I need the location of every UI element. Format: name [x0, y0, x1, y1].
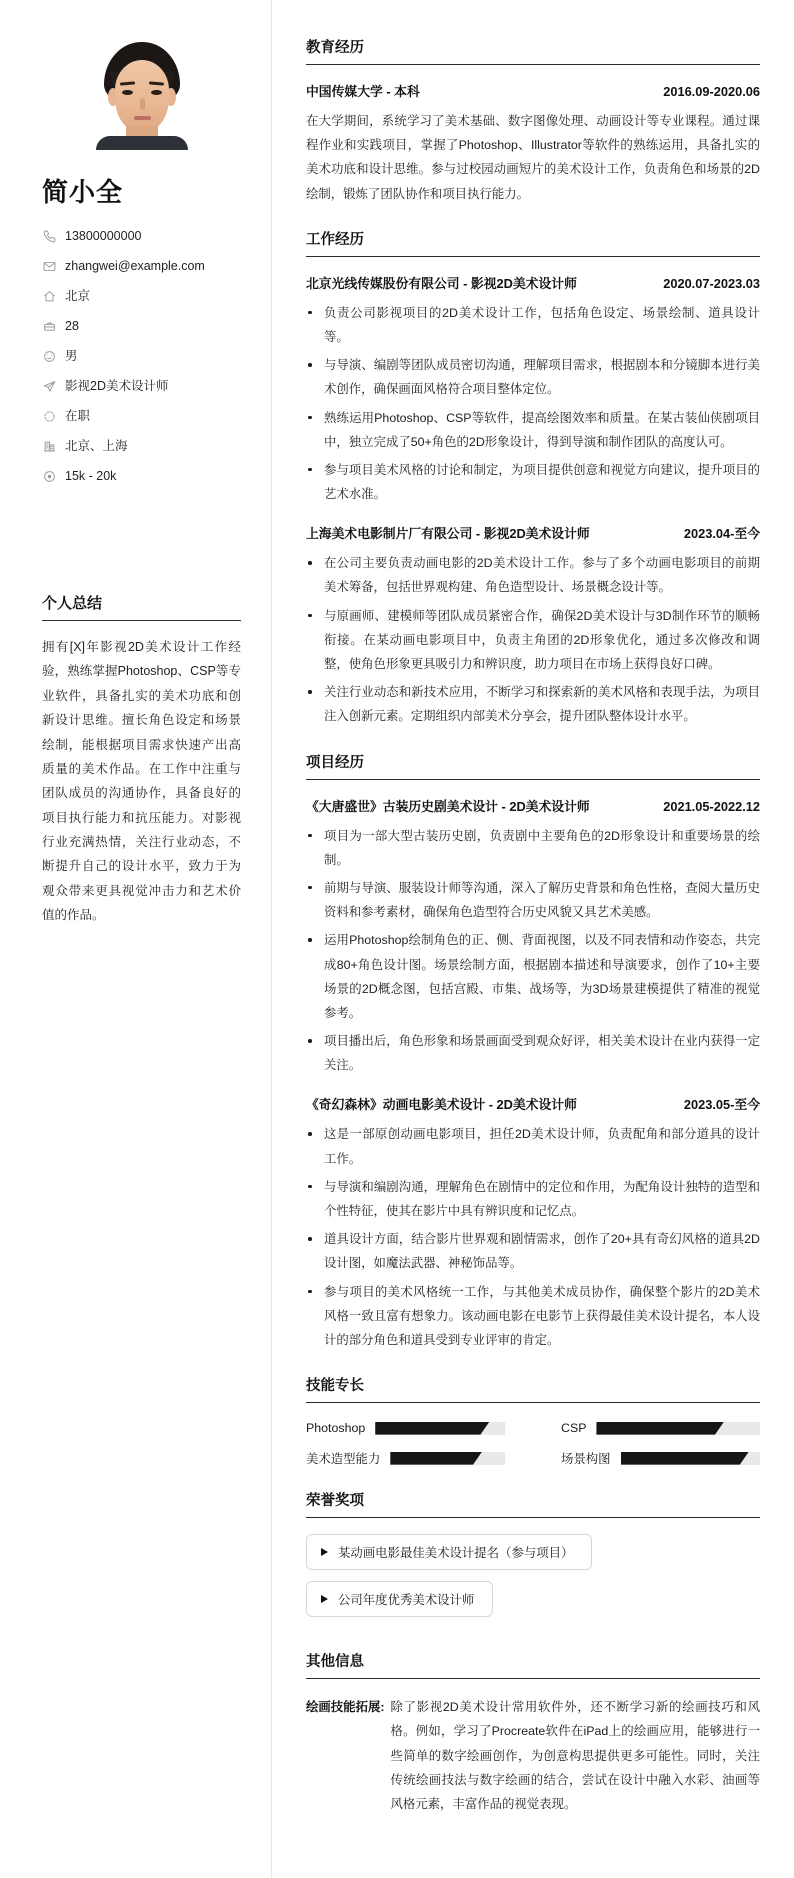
- skill-track: [375, 1422, 505, 1435]
- entry-title: 上海美术电影制片厂有限公司 - 影视2D美术设计师: [306, 526, 590, 542]
- skill-grid: [306, 1419, 760, 1467]
- section-title-education: 教育经历: [306, 36, 760, 65]
- contact-item-position: [42, 379, 241, 394]
- project-entry: [306, 1094, 760, 1352]
- education-section: [306, 36, 760, 206]
- section-title-work: 工作经历: [306, 228, 760, 257]
- skill-track: [390, 1452, 505, 1465]
- avatar: [90, 38, 194, 150]
- honor-row: [306, 1581, 760, 1628]
- section-title-honors: 荣誉奖项: [306, 1489, 760, 1518]
- skill-row-art-modeling: [306, 1449, 505, 1467]
- avatar-face: [115, 60, 169, 132]
- sidebar: [0, 0, 272, 1878]
- phone-icon: [42, 230, 56, 244]
- contact-item-age: [42, 319, 241, 334]
- bullet-item: 与导演和编剧沟通，理解角色在剧情中的定位和作用，为配角设计独特的造型和个性特征，使其在影片中具有辨识度和记忆点。: [306, 1175, 760, 1223]
- section-title-other: 其他信息: [306, 1650, 760, 1679]
- work-section: [306, 228, 760, 729]
- contact-item-salary: [42, 469, 241, 484]
- skill-label: 美术造型能力: [306, 1452, 381, 1467]
- skill-fill: [596, 1422, 724, 1435]
- skill-label: CSP: [561, 1421, 587, 1436]
- other-info-label: 绘画技能拓展:: [306, 1700, 385, 1715]
- contact-item-phone: [42, 229, 241, 244]
- project-entry: [306, 796, 760, 1078]
- summary-title: 个人总结: [42, 592, 241, 621]
- bullet-item: 前期与导演、服装设计师等沟通，深入了解历史背景和角色性格，查阅大量历史资料和参考素材，确保角色造型符合历史风貌又具艺术美感。: [306, 876, 760, 924]
- skill-fill: [390, 1452, 482, 1465]
- honor-item[interactable]: [306, 1534, 592, 1570]
- honor-label: 某动画电影最佳美术设计提名（参与项目）: [338, 1546, 574, 1561]
- contact-item-email: [42, 259, 241, 274]
- work-entry: [306, 273, 760, 507]
- contact-list: [42, 229, 241, 484]
- entry-title: 《大唐盛世》古装历史剧美术设计 - 2D美术设计师: [306, 798, 590, 814]
- entry-date: 2016.09-2020.06: [663, 84, 760, 99]
- skill-track: [621, 1452, 760, 1465]
- entry-date: 2020.07-2023.03: [663, 275, 760, 291]
- entry-header: [306, 273, 760, 292]
- summary-text: 拥有[X]年影视2D美术设计工作经验，熟练掌握Photoshop、CSP等专业软件，具备扎实的美术功底和创新设计思维。擅长角色设定和场景绘制，能根据项目需求快速产出高质量的美术作品。在工作中注重与团队成员的沟通协作，具备良好的项目执行能力和抗压能力。对影视行业充满热情，关注行业动态，不断提升自己的设计水平，致力于为观众带来更具视觉冲击力和艺术价值的作品。: [42, 640, 241, 923]
- target-icon: [42, 470, 56, 484]
- entry-title: 北京光线传媒股份有限公司 - 影视2D美术设计师: [306, 275, 577, 291]
- entry-title: 中国传媒大学 - 本科: [306, 84, 420, 99]
- avatar-eye-right: [151, 90, 162, 95]
- contact-item-location: [42, 289, 241, 304]
- bullet-list: [306, 824, 760, 1078]
- entry-date: 2021.05-2022.12: [663, 798, 760, 814]
- bullet-item: 参与项目美术风格的讨论和制定，为项目提供创意和视觉方向建议，提升项目的艺术水准。: [306, 458, 760, 506]
- contact-value: 北京: [65, 289, 91, 303]
- bullet-item: 运用Photoshop绘制角色的正、侧、背面视图，以及不同表情和动作姿态，共完成80+角色设计图。场景绘制方面，根据剧本描述和导演要求，创作了10+主要场景的2D概念图，包括宫殿、市集、战场等，为3D场景建模提供了精准的视觉参考。: [306, 928, 760, 1025]
- bullet-item: 在公司主要负责动画电影的2D美术设计工作。参与了多个动画电影项目的前期美术筹备，包括世界观构建、角色造型设计、场景概念设计等。: [306, 551, 760, 599]
- envelope-icon: [42, 260, 56, 274]
- other-info-text: 除了影视2D美术设计常用软件外，还不断学习新的绘画技巧和风格。例如，学习了Procreate软件在iPad上的绘画应用，能够进行一些简单的数字绘画创作，为创意构思提供更多可能性。同时，关注传统绘画技法与数字绘画的结合，尝试在设计中融入水彩、油画等风格元素，丰富作品的视觉表现。: [390, 1700, 760, 1811]
- entry-date: 2023.04-至今: [683, 526, 760, 542]
- other-info-section: [306, 1650, 760, 1816]
- bullet-item: 项目播出后，角色形象和场景画面受到观众好评，相关美术设计在业内获得一定关注。: [306, 1029, 760, 1077]
- skill-label: Photoshop: [306, 1421, 366, 1436]
- paper-plane-icon: [42, 380, 56, 394]
- honor-label: 公司年度优秀美术设计师: [338, 1593, 475, 1608]
- bullet-item: 与原画师、建模师等团队成员紧密合作，确保2D美术设计与3D制作环节的顺畅衔接。在某动画电影项目中，负责主角团的2D形象优化，通过多次修改和调整，使角色形象更具吸引力和辨识度，助力项目在市场上获得良好口碑。: [306, 604, 760, 677]
- contact-item-city-preference: [42, 439, 241, 454]
- triangle-right-icon: [321, 1548, 328, 1556]
- skill-fill: [621, 1452, 749, 1465]
- status-icon: [42, 410, 56, 424]
- triangle-right-icon: [321, 1595, 328, 1603]
- work-entry: [306, 523, 760, 728]
- contact-value: 影视2D美术设计师: [65, 379, 169, 393]
- honor-item[interactable]: [306, 1581, 493, 1617]
- briefcase-icon: [42, 320, 56, 334]
- bullet-item: 这是一部原创动画电影项目，担任2D美术设计师，负责配角和部分道具的设计工作。: [306, 1122, 760, 1170]
- bullet-list: [306, 301, 760, 507]
- bullet-item: 项目为一部大型古装历史剧，负责剧中主要角色的2D形象设计和重要场景的绘制。: [306, 824, 760, 872]
- main-content: [272, 0, 794, 1878]
- bullet-item: 道具设计方面，结合影片世界观和剧情需求，创作了20+具有奇幻风格的道具2D设计图，如魔法武器、神秘饰品等。: [306, 1227, 760, 1275]
- entry-header: [306, 1094, 760, 1113]
- skill-row-csp: [561, 1421, 760, 1435]
- section-title-skills: 技能专长: [306, 1374, 760, 1403]
- avatar-nose: [140, 98, 145, 110]
- skills-section: [306, 1374, 760, 1467]
- skill-label: 场景构图: [561, 1452, 611, 1467]
- avatar-shoulders: [96, 136, 188, 150]
- avatar-wrapper: [42, 38, 241, 150]
- contact-value: zhangwei@example.com: [65, 259, 205, 273]
- bullet-item: 熟练运用Photoshop、CSP等软件，提高绘图效率和质量。在某古装仙侠剧项目中，独立完成了50+角色的2D形象设计，得到导演和制作团队的高度认可。: [306, 406, 760, 454]
- contact-item-gender: [42, 349, 241, 364]
- projects-section: [306, 751, 760, 1353]
- avatar-mouth: [134, 116, 151, 120]
- contact-value: 15k - 20k: [65, 469, 117, 483]
- home-icon: [42, 290, 56, 304]
- entry-title: 《奇幻森林》动画电影美术设计 - 2D美术设计师: [306, 1097, 577, 1113]
- bullet-item: 关注行业动态和新技术应用，不断学习和探索新的美术风格和表现手法，为项目注入创新元素。定期组织内部美术分享会，提升团队整体设计水平。: [306, 680, 760, 728]
- contact-value: 28: [65, 319, 79, 333]
- contact-value: 在职: [65, 409, 91, 423]
- bullet-item: 与导演、编剧等团队成员密切沟通，理解项目需求，根据剧本和分镜脚本进行美术创作，确保画面风格符合项目整体定位。: [306, 353, 760, 401]
- bullet-item: 负责公司影视项目的2D美术设计工作，包括角色设定、场景绘制、道具设计等。: [306, 301, 760, 349]
- avatar-eye-left: [122, 90, 133, 95]
- bullet-list: [306, 551, 760, 728]
- gender-icon: [42, 350, 56, 364]
- bullet-item: 参与项目的美术风格统一工作，与其他美术成员协作，确保整个影片的2D美术风格一致且富有想象力。该动画电影在电影节上获得最佳美术设计提名，本人设计的部分角色和道具受到专业评审的肯定。: [306, 1280, 760, 1353]
- contact-value: 13800000000: [65, 229, 142, 243]
- skill-row-photoshop: [306, 1421, 505, 1435]
- entry-header: [306, 523, 760, 542]
- contact-value: 男: [65, 349, 78, 363]
- summary-section: [42, 592, 241, 928]
- honor-row: [306, 1534, 760, 1581]
- entry-header: [306, 81, 760, 100]
- section-title-projects: 项目经历: [306, 751, 760, 780]
- contact-item-status: [42, 409, 241, 424]
- skill-track: [596, 1422, 760, 1435]
- contact-value: 北京、上海: [65, 439, 128, 453]
- entry-paragraph: 在大学期间，系统学习了美术基础、数字图像处理、动画设计等专业课程。通过课程作业和实践项目，掌握了Photoshop、Illustrator等软件的熟练运用，具备扎实的美术功底和设计思维。参与过校园动画短片的美术设计工作，负责角色和场景的2D绘制，锻炼了团队协作和项目执行能力。: [306, 114, 760, 201]
- honors-section: [306, 1489, 760, 1628]
- entry-header: [306, 796, 760, 815]
- building-icon: [42, 440, 56, 454]
- skill-fill: [375, 1422, 489, 1435]
- other-info-row: [306, 1695, 760, 1816]
- skill-row-scene-composition: [561, 1449, 760, 1467]
- person-name: 简小全: [42, 177, 124, 207]
- bullet-list: [306, 1122, 760, 1352]
- entry-date: 2023.05-至今: [683, 1097, 760, 1113]
- education-entry: [306, 81, 760, 206]
